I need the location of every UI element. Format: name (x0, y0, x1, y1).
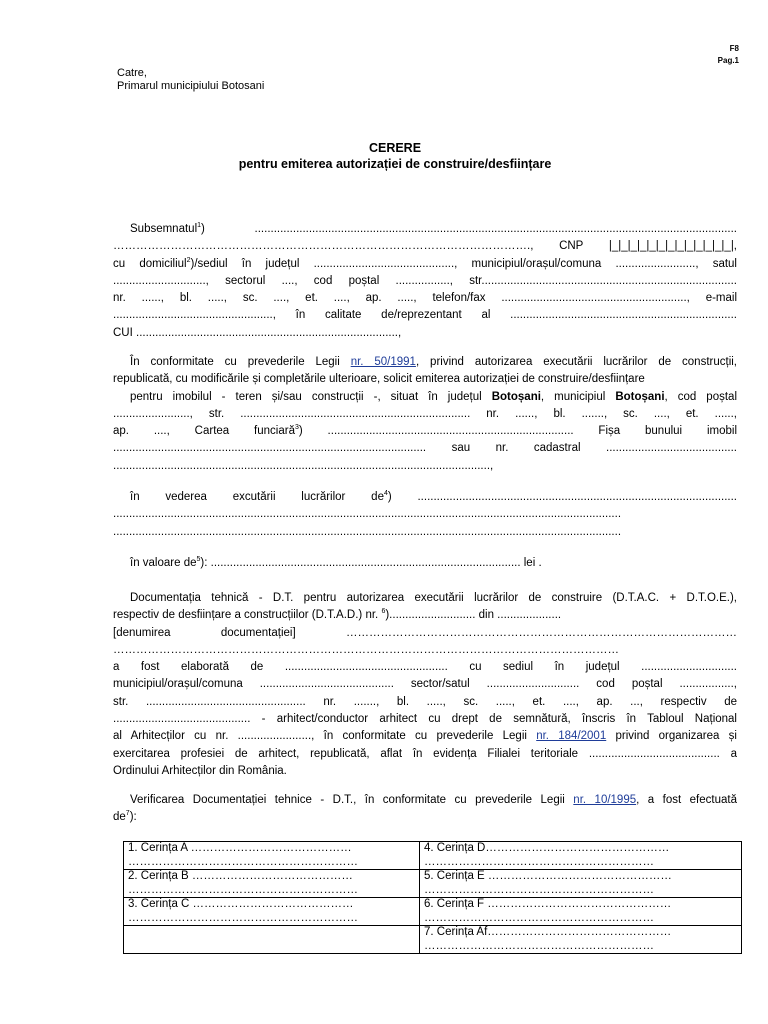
text-line: $de^7$): (113, 810, 137, 824)
text-line: al Arhitecților cu nr. ......................., în conformitate cu prevederile Legii nr. 184/2001 privind organizarea și (113, 730, 737, 743)
law-10-1995-link[interactable]: nr. 10/1995 (573, 794, 637, 806)
text-line: Subsemnatul$^1$) ....................................................................................................................................................... (130, 222, 737, 235)
text-line: Verificarea Documentației tehnice - D.T., în conformitate cu prevederile Legii nr. 10/1995, a fost efectuată (130, 794, 737, 806)
text-line: nr. ......, bl. ....., sc. ...., et. ...., ap. ....., telefon/fax .........................................................., e-mail (113, 292, 737, 305)
text-line: …………………………………………………………………………………………………………………… (113, 643, 619, 656)
works-section (113, 489, 737, 541)
requirement-cell-empty[interactable] (124, 926, 420, 954)
requirement-cell[interactable]: 7. Cerința Af………………………………………… …………………………………………………… (420, 926, 742, 954)
text-line: pentru imobilul - teren și/sau construcții -, situat în județul Botoșani, municipiul Botoșani, cod poștal (130, 390, 737, 403)
text-line: În conformitate cu prevederile Legii nr. 50/1991, privind autorizarea executării lucrărilor de construcții, (130, 356, 737, 368)
text-line: exercitarea profesiei de arhitect, republicată, aflat în evidența Filialei teritoriale ......................................... a (113, 747, 737, 760)
requirement-cell[interactable]: 2. Cerința B …………………………………… …………………………………………………… (124, 870, 420, 898)
text-line: a fost elaborată de ................................................... cu sediul în județul .............................. (113, 661, 737, 674)
requirement-cell[interactable]: 1. Cerința A …………………………………… …………………………………………………… (124, 842, 420, 870)
verification-section (113, 792, 737, 827)
text-line: ………………………………………………………………………………………………., CNP |_|_|_|_|_|_|_|_|_|_|_|_|_|, (113, 240, 737, 253)
text-line: [denumirea documentației] ………………………………………………………………………………………… (113, 626, 737, 639)
text-line: str. .................................................. nr. ......., bl. ....., sc. ....., et. ...., ap. ..., respectiv de (113, 695, 737, 708)
table-row (124, 926, 742, 954)
footnote-ref: 4 (383, 490, 388, 498)
document-subtitle: pentru emiterea autorizației de construire/desființare (238, 157, 552, 171)
requirement-cell[interactable]: 6. Cerința F ………………………………………… …………………………………………………… (420, 898, 742, 926)
text-line: Ordinului Arhitecților din România. (113, 764, 287, 777)
text-line: .................................................., în calitate de/reprezentant al ....................................................................... (113, 309, 737, 322)
footnote-ref: 7 (125, 810, 130, 818)
text-line: republicată, cu modificările și completările ulterioare, solicit emiterea autorizației de construire/desființare (113, 373, 645, 386)
text-line: ............................................................................................................................................................... (113, 525, 622, 538)
text-line: ........................................... - arhitect/conductor arhitect cu drept de semnătură, înscris în Tabloul Național (113, 713, 737, 726)
document-title: CERERE (368, 141, 422, 155)
text-line: ............................., sectorul ...., cod poștal ................., str................................................................................ (113, 274, 737, 287)
requirement-cell[interactable]: 4. Cerința D………………………………………… …………………………………………………… (420, 842, 742, 870)
text-line: în vederea excutării lucrărilor $de^4$) .................................................................................................... (130, 490, 737, 503)
applicant-section (113, 221, 737, 342)
footnote-ref: 1 (197, 222, 202, 230)
text-line: ........................, str. ........................................................................ nr. ......, bl. ......., sc. ...., et. ......, (113, 407, 737, 420)
law-184-2001-link[interactable]: nr. 184/2001 (536, 730, 607, 743)
value-section (113, 555, 737, 572)
documentation-section (113, 590, 737, 780)
footnote-ref: 3 (294, 424, 299, 432)
footnote-ref: 5 (196, 556, 201, 564)
text-line: ............................................................................................................................................................... (113, 508, 622, 521)
text-line: CUI .................................................................................., (113, 326, 402, 339)
table-row (124, 842, 742, 870)
table-row (124, 898, 742, 926)
form-code: F8 (729, 44, 739, 53)
addressee-label: Catre, (117, 67, 147, 79)
footnote-ref: 2 (186, 256, 191, 264)
text-line: municipiul/orașul/comuna .......................................... sector/satul ............................. cod poștal ................., (113, 678, 737, 691)
property-section (113, 354, 737, 475)
text-line: Documentația tehnică - D.T. pentru autorizarea executării lucrărilor de construire (D.T.A.C. + D.T.O.E.), (130, 592, 737, 604)
requirements-table (123, 841, 742, 954)
table-row (124, 870, 742, 898)
text-line: .................................................................................................. sau nr. cadastral ......................................... (113, 442, 737, 455)
footnote-ref: 6 (381, 608, 386, 616)
text-line: ......................................................................................................................, (113, 459, 494, 472)
law-50-1991-link[interactable]: nr. 50/1991 (350, 356, 416, 368)
text-line: cu domiciliul$^2$)/sediul în județul ............................................, municipiul/orașul/comuna ........................., satul (113, 256, 737, 270)
page-number: Pag.1 (717, 56, 739, 65)
text-line: ap. ...., Cartea funciară$^3$) ............................................................................. Fișa bunului imobil (113, 424, 737, 438)
text-line: respectiv de desființare a construcțiilor (D.T.A.D.) nr. $^6$)........................... din .................... (113, 608, 562, 622)
requirement-cell[interactable]: 3. Cerința C …………………………………… …………………………………………………… (124, 898, 420, 926)
text-line: în valoare $de^5$): ................................................................................................. lei . (130, 556, 542, 569)
addressee-name: Primarul municipiului Botosani (117, 80, 265, 92)
requirement-cell[interactable]: 5. Cerința E ………………………………………… …………………………………………………… (420, 870, 742, 898)
